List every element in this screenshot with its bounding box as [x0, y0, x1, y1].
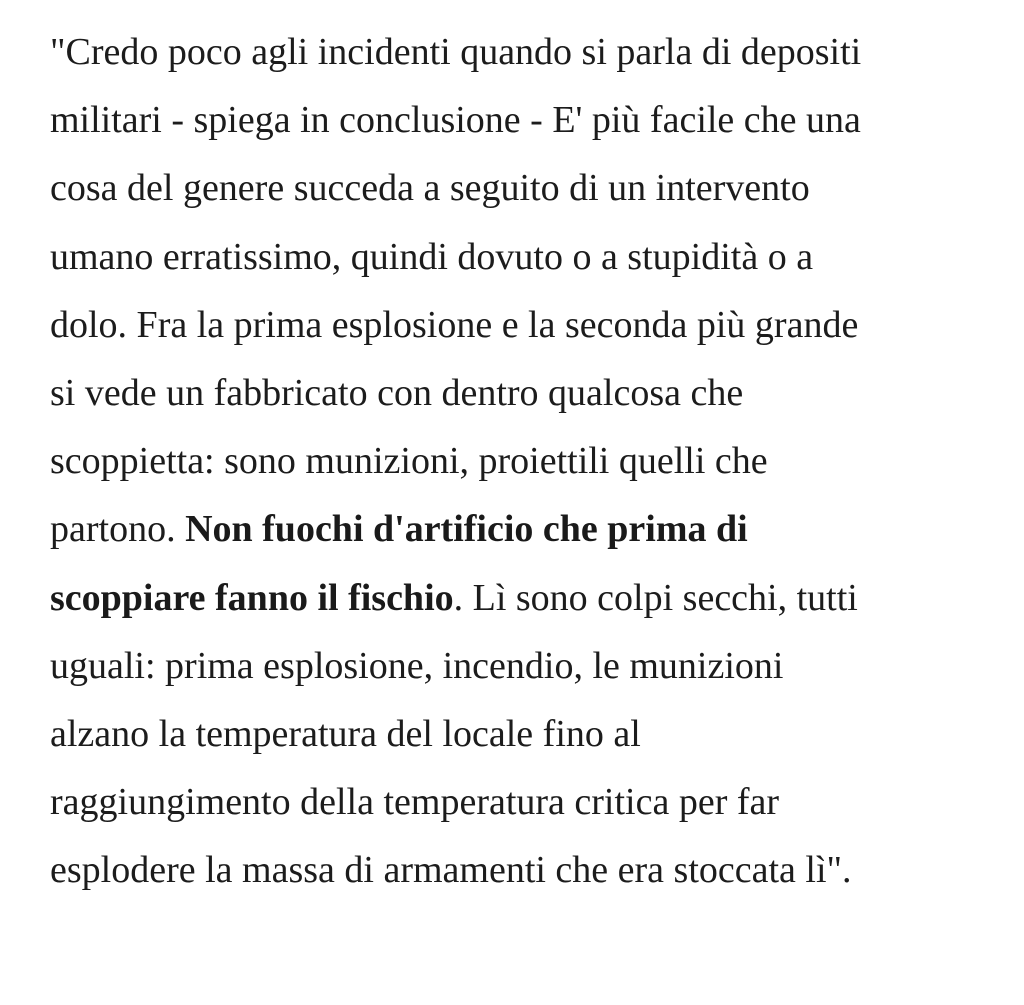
- paragraph-line: cosa del genere succeda a seguito di un intervento: [50, 167, 810, 210]
- paragraph-line: [50, 564, 980, 632]
- bold-emphasis: scoppiare fanno il fischio: [50, 576, 454, 619]
- paragraph-line: uguali: prima esplosione, incendio, le munizioni: [50, 644, 784, 687]
- bold-emphasis: Non fuochi d'artificio che prima di: [185, 508, 748, 551]
- paragraph-line: [50, 495, 980, 563]
- plain-text: partono.: [50, 508, 186, 551]
- paragraph-line: dolo. Fra la prima esplosione e la seconda più grande: [50, 303, 859, 346]
- paragraph-line: alzano la temperatura del locale fino al: [50, 713, 641, 756]
- paragraph-line: esplodere la massa di armamenti che era stoccata lì".: [50, 849, 852, 892]
- paragraph-line: militari - spiega in conclusione - E' più facile che una: [50, 99, 861, 142]
- paragraph-line: si vede un fabbricato con dentro qualcosa che: [50, 372, 744, 415]
- paragraph-line: "Credo poco agli incidenti quando si parla di depositi: [50, 31, 862, 73]
- quote-paragraph: [50, 18, 980, 905]
- paragraph-line: scoppietta: sono munizioni, proiettili quelli che: [50, 440, 768, 483]
- plain-text: . Lì sono colpi secchi, tutti: [453, 576, 858, 619]
- paragraph-line: raggiungimento della temperatura critica per far: [50, 781, 780, 824]
- article-body: [50, 18, 980, 905]
- paragraph-line: umano erratissimo, quindi dovuto o a stupidità o a: [50, 235, 814, 278]
